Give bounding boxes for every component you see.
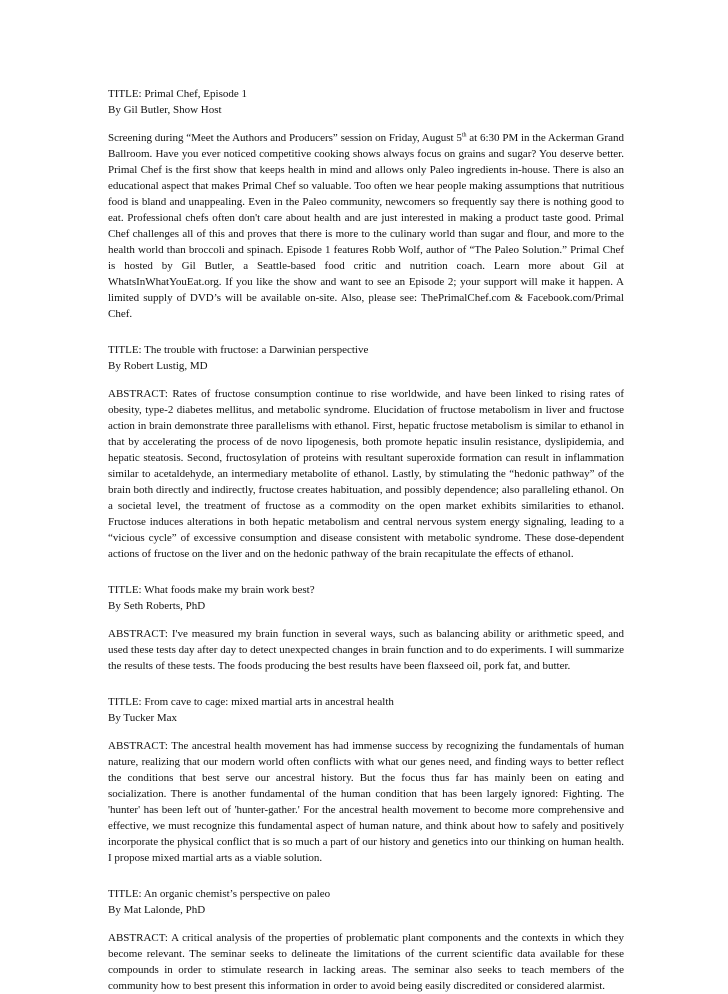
entry-primal-chef bbox=[108, 86, 624, 322]
entry-title: TITLE: An organic chemist’s perspective on paleo bbox=[108, 888, 331, 900]
entry-abstract bbox=[108, 130, 624, 322]
entry-abstract: ABSTRACT: A critical analysis of the properties of problematic plant components and the contexts in which they become relevant. The seminar seeks to delineate the limitations of the current scientific data available for these compounds in order to stimulate research in lacking areas. The seminar also seeks to teach members of the community how to best present this information in order to avoid being easily discredited or considered alarmist. bbox=[108, 932, 624, 992]
entry-title: TITLE: What foods make my brain work best? bbox=[108, 584, 315, 596]
entry-abstract: ABSTRACT: The ancestral health movement has had immense success by recognizing the fundamentals of human nature, realizing that our modern world often conflicts with what our genes need, and finding ways to better reflect the conditions that best serve our ancestral history. But the focus thus far has mainly been on eating and socialization. There is another fundamental of the human condition that has been largely ignored: Fighting. The 'hunter' has been left out of 'hunter-gather.' For the ancestral health movement to become more comprehensive and effective, we must recognize this fundamental aspect of human nature, and think about how to safely and positively incorporate the physical conflict that is so much a part of our history and genetics into our thinking on human health. I propose mixed martial arts as a viable solution. bbox=[108, 740, 624, 864]
entry-title: TITLE: The trouble with fructose: a Darwinian perspective bbox=[108, 344, 369, 356]
entry-byline: By Seth Roberts, PhD bbox=[108, 600, 206, 612]
entry-title: TITLE: Primal Chef, Episode 1 bbox=[108, 88, 247, 100]
entry-byline: By Gil Butler, Show Host bbox=[108, 104, 222, 116]
ordinal-suffix: th bbox=[461, 132, 467, 139]
entry-organic-chemist bbox=[108, 886, 624, 994]
entry-abstract: ABSTRACT: Rates of fructose consumption continue to rise worldwide, and have been linked to rising rates of obesity, type-2 diabetes mellitus, and metabolic syndrome. Elucidation of fructose metabolism in liver and fructose action in brain demonstrate three parallelisms with ethanol. First, hepatic fructose metabolism is similar to ethanol in that by accelerating the process of de novo lipogenesis, both promote hepatic insulin resistance, dyslipidemia, and hepatic steatosis. Second, fructosylation of proteins with resultant superoxide formation can result in inflammation similar to acetaldehyde, an intermediary metabolite of ethanol. Lastly, by stimulating the “hedonic pathway” of the brain both directly and indirectly, fructose creates habituation, and possibly dependence; also paralleling ethanol. On a societal level, the treatment of fructose as a commodity on the open market exhibits similarities to ethanol. Fructose induces alterations in both hepatic metabolism and central nervous system energy signaling, leading to a “vicious cycle” of excessive consumption and disease consistent with metabolic syndrome. These dose-dependent actions of fructose on the liver and on the hedonic pathway of the brain recapitulate the effects of ethanol. bbox=[108, 388, 624, 560]
entry-byline: By Robert Lustig, MD bbox=[108, 360, 208, 372]
entry-mixed-martial-arts bbox=[108, 694, 624, 866]
entry-abstract: ABSTRACT: I've measured my brain function in several ways, such as balancing ability or arithmetic speed, and used these tests day after day to detect unexpected changes in brain function and to do experiments. I will summarize the results of these tests. The foods producing the best results have been flaxseed oil, pork fat, and butter. bbox=[108, 628, 624, 672]
entry-brain-foods bbox=[108, 582, 624, 674]
entry-fructose bbox=[108, 342, 624, 562]
entry-byline: By Mat Lalonde, PhD bbox=[108, 904, 206, 916]
abstract-text-end: at 6:30 PM in the Ackerman Grand Ballroom. Have you ever noticed competitive cooking shows always focus on grains and sugar? You deserve better. Primal Chef is the first show that keeps health in mind and allows only Paleo ingredients in-house. There is also an educational aspect that makes Primal Chef so valuable. Too often we hear people making assumptions that nutritious food is bland and unappealing. Even in the Paleo community, newcomers so frequently say there is nothing good to eat. Professional chefs often don't care about health and are just interested in making a product taste good. Primal Chef challenges all of this and proves that there is more to the culinary world than sugar and flour, and more to the health world than broccoli and spinach. Episode 1 features Robb Wolf, author of “The Paleo Solution.” Primal Chef is hosted by Gil Butler, a Seattle-based food critic and nutrition coach. Learn more about Gil at WhatsInWhatYouEat.org. If you like the show and want to see an Episode 2; your support will make it happen. A limited supply of DVD’s will be available on-site. Also, please see: ThePrimalChef.com & Facebook.com/Primal Chef. bbox=[108, 132, 624, 320]
abstract-text-start: Screening during “Meet the Authors and Producers” session on Friday, August 5 bbox=[108, 132, 462, 144]
entry-byline: By Tucker Max bbox=[108, 712, 178, 724]
entry-title: TITLE: From cave to cage: mixed martial arts in ancestral health bbox=[108, 696, 394, 708]
document-page bbox=[108, 86, 624, 994]
